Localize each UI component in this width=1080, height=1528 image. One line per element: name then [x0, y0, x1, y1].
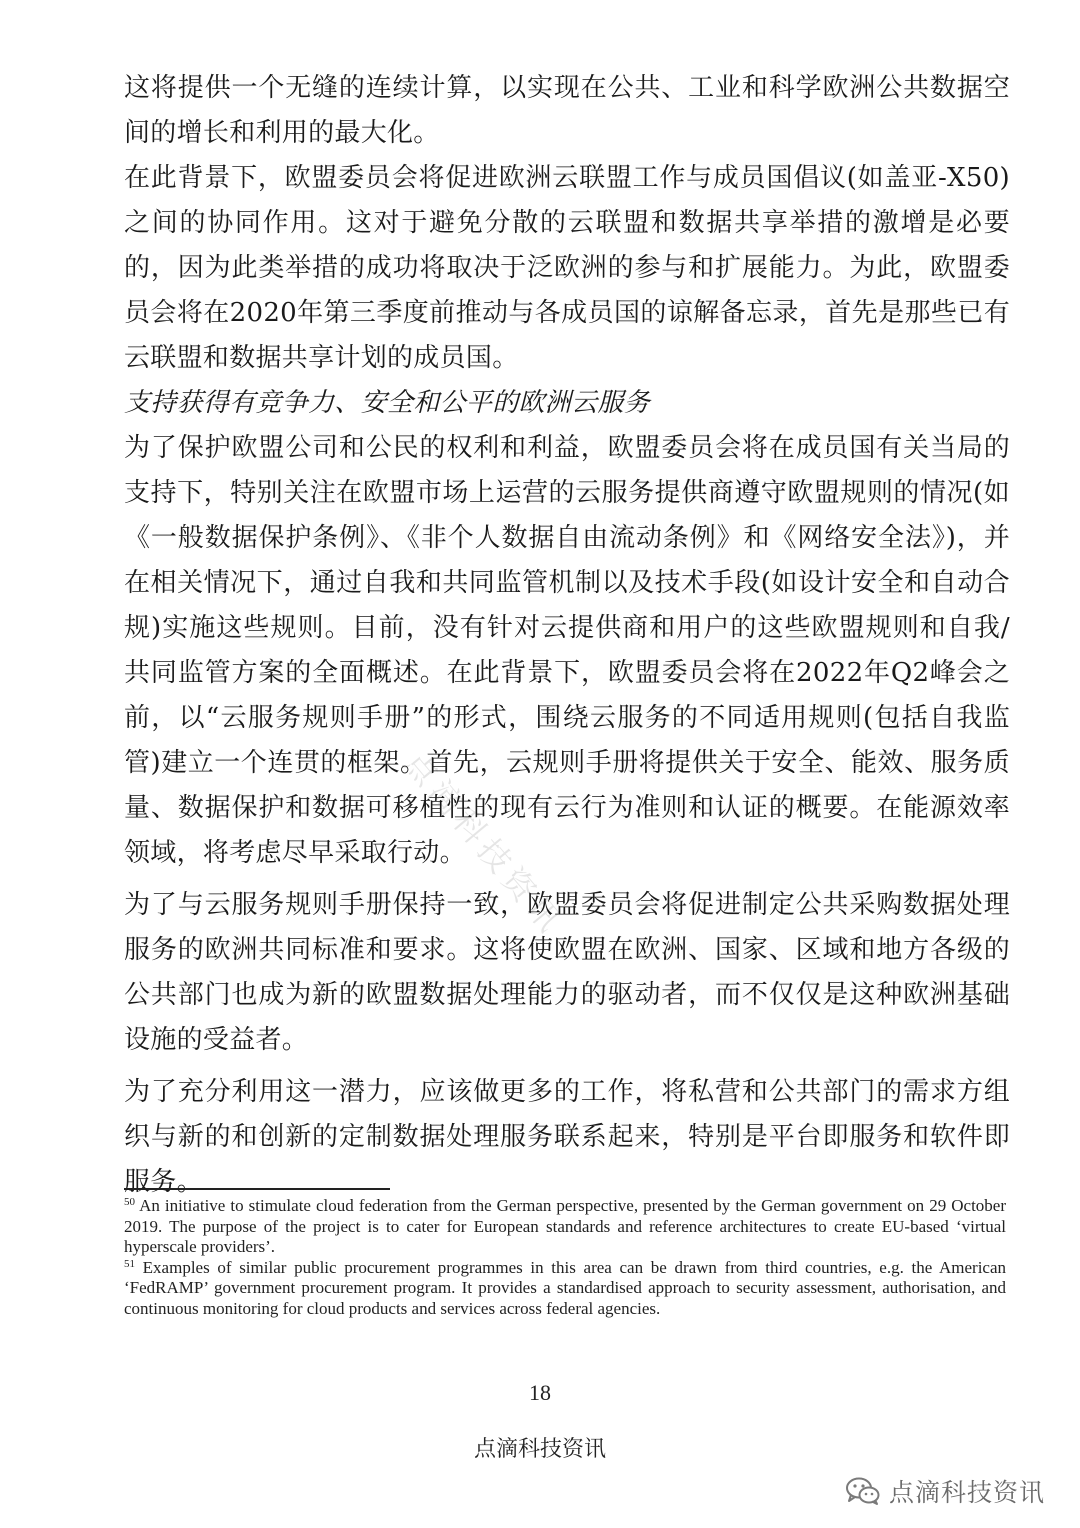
diagonal-watermark: 点滴科技资讯 [396, 743, 572, 943]
watermark-text: 点滴科技资讯 [889, 1478, 1046, 1507]
paragraph-5: 为了充分利用这一潜力，应该做更多的工作，将私营和公共部门的需求方组织与新的和创新的定制数据处理服务联系起来，特别是平台即服务和软件即服务。 [124, 1077, 1010, 1197]
footnote-divider [124, 1188, 390, 1190]
footnote-51 [124, 1258, 1006, 1320]
section-subheading: 支持获得有竞争力、安全和公平的欧洲云服务 [124, 388, 651, 418]
paragraph-4: 为了与云服务规则手册保持一致，欧盟委员会将促进制定公共采购数据处理服务的欧洲共同标准和要求。这将使欧盟在欧洲、国家、区域和地方各级的公共部门也成为新的欧盟数据处理能力的驱动者，而不仅仅是这种欧洲基础设施的受益者。 [124, 890, 1010, 1055]
page-source-label: 点滴科技资讯 [473, 1437, 606, 1462]
footnote-text: An initiative to stimulate cloud federation from the German perspective, presented by the German government on 29 October 2019. The purpose of the project is to cater for European standards and reference architectures to create EU-based ‘virtual hyperscale providers’. [124, 1196, 1006, 1256]
footnote-number: 51 [124, 1257, 135, 1270]
footnotes [124, 1196, 1006, 1319]
footnote-number: 50 [124, 1196, 135, 1208]
footnote-50 [124, 1196, 1006, 1258]
body-text [124, 66, 1010, 1205]
paragraph-2: 在此背景下，欧盟委员会将促进欧洲云联盟工作与成员国倡议(如盖亚-X50)之间的协同作用。这对于避免分散的云联盟和数据共享举措的激增是必要的，因为此类举措的成功将取决于泛欧洲的参与和扩展能力。为此，欧盟委员会将在2020年第三季度前推动与各成员国的谅解备忘录，首先是那些已有云联盟和数据共享计划的成员国。 [124, 163, 1010, 373]
paragraph-1: 这将提供一个无缝的连续计算，以实现在公共、工业和科学欧洲公共数据空间的增长和利用的最大化。 [124, 73, 1010, 148]
wechat-watermark [845, 1471, 1045, 1511]
paragraph-3: 为了保护欧盟公司和公民的权利和利益，欧盟委员会将在成员国有关当局的支持下，特别关注在欧盟市场上运营的云服务提供商遵守欧盟规则的情况(如《一般数据保护条例》、《非个人数据自由流动条例》和《网络安全法》)，并在相关情况下，通过自我和共同监管机制以及技术手段(如设计安全和自动合规)实施这些规则。目前，没有针对云提供商和用户的这些欧盟规则和自我/共同监管方案的全面概述。在此背景下，欧盟委员会将在2022年Q2峰会之前，以“云服务规则手册”的形式，围绕云服务的不同适用规则(包括自我监管)建立一个连贯的框架。首先，云规则手册将提供关于安全、能效、服务质量、数据保护和数据可移植性的现有云行为准则和认证的概要。在能源效率领域，将考虑尽早采取行动。 [124, 433, 1010, 868]
page-number: 18 [529, 1380, 551, 1405]
wechat-icon [845, 1476, 881, 1506]
footnote-text: Examples of similar public procurement programmes in this area can be drawn from third countries, e.g. the American ‘FedRAMP’ government procurement program. It provides a standardised approach to security assessment, authorisation, and continuous monitoring for cloud products and services across federal agencies. [124, 1257, 1007, 1318]
